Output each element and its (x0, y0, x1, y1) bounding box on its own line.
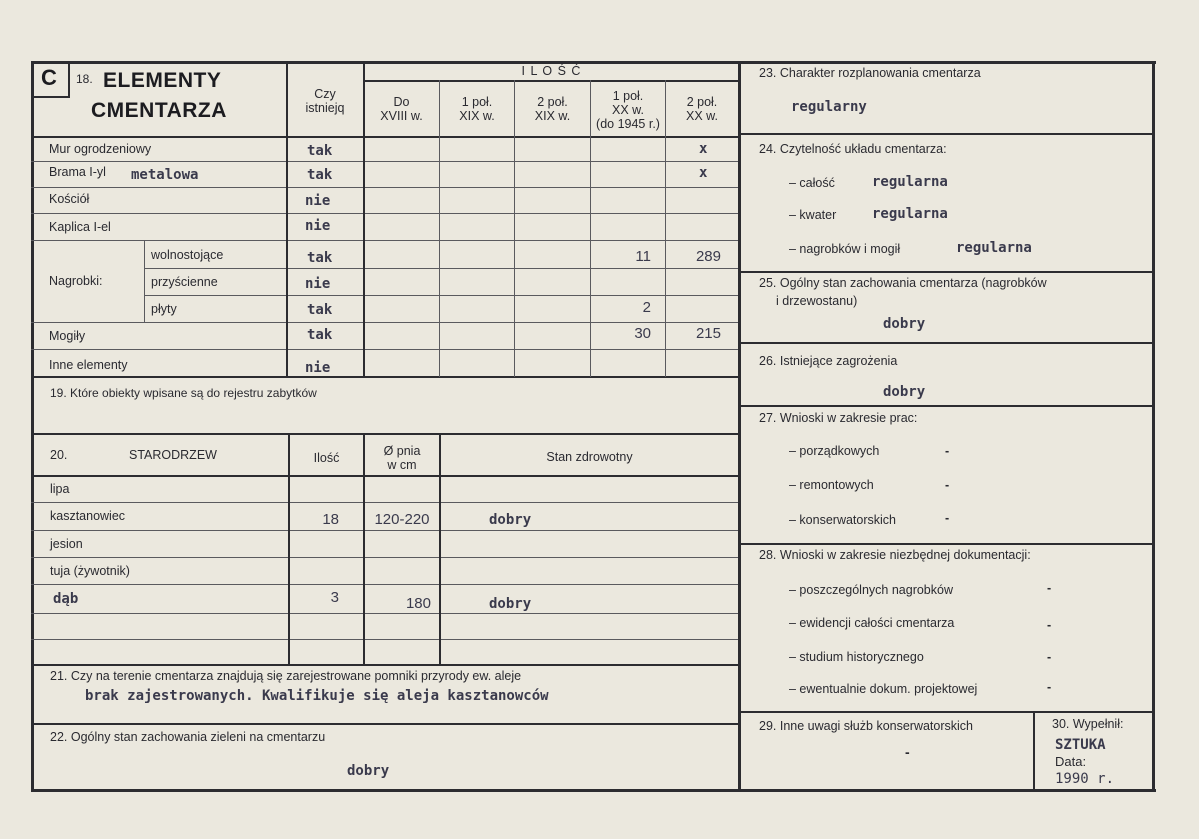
nagrobki-label: Nagrobki: (49, 274, 103, 288)
section-number: 18. (76, 72, 93, 86)
row-przysc-label: przyścienne (151, 275, 218, 289)
frame-right (1152, 61, 1155, 792)
s25-value: dobry (883, 316, 926, 332)
tree-row-stan: dobry (489, 512, 532, 528)
row-inne-exists: nie (305, 360, 331, 376)
s24-label: 24. Czytelność układu cmentarza: (759, 142, 947, 156)
s22-label: 22. Ogólny stan zachowania zieleni na cmentarzu (50, 730, 326, 744)
s28-item-label: – ewentualnie dokum. projektowej (789, 682, 978, 696)
frame-left (31, 61, 34, 792)
s27-item-value: - (945, 444, 950, 458)
s23-value: regularny (791, 99, 867, 115)
s22-value: dobry (347, 763, 390, 779)
tree-row-ilosc: 3 (330, 589, 339, 606)
row-plyty-p20a: 2 (642, 299, 651, 316)
tree-row-name: dąb (53, 591, 79, 607)
s24-item-label: – całość (789, 176, 835, 190)
row-plyty-label: płyty (151, 302, 177, 316)
frame-bottom (31, 789, 1156, 792)
row-mogily-label: Mogiły (49, 329, 86, 343)
s20-title: STARODRZEW (129, 448, 217, 462)
s27-label: 27. Wnioski w zakresie prac: (759, 411, 918, 425)
tree-row-pien: 180 (405, 595, 431, 612)
s25-label-l2: i drzewostanu) (776, 294, 858, 308)
s27-item-value: - (945, 478, 950, 492)
s20-col-ilosc: Ilość (313, 451, 340, 465)
s27-item-label: – porządkowych (789, 444, 880, 458)
s30-date: 1990 r. (1055, 771, 1115, 787)
s29-value: - (905, 744, 910, 760)
s24-item-label: – kwater (789, 208, 837, 222)
s28-label: 28. Wnioski w zakresie niezbędnej dokumentacji: (759, 548, 1031, 562)
row-kaplica-exists: nie (305, 218, 331, 234)
s30-label: 30. Wypełnił: (1052, 717, 1124, 731)
s20-col-pien: Ø pnia w cm (383, 444, 421, 472)
ilosc-label: I L O Ś Ć (521, 64, 582, 78)
s24-item-value: regularna (872, 174, 948, 190)
s26-value: dobry (883, 384, 926, 400)
row-przysc-exists: nie (305, 276, 331, 292)
row-wolno-label: wolnostojące (151, 248, 224, 262)
s20-top-line (31, 433, 739, 435)
s21-value: brak zajestrowanych. Kwalifikuje się aleja kasztanowców (85, 688, 549, 704)
row-brama-label: Brama I-yl (49, 165, 106, 179)
s30-name: SZTUKA (1055, 737, 1106, 753)
row-wolno-p20a: 11 (635, 248, 651, 265)
s29-label: 29. Inne uwagi służb konserwatorskich (759, 719, 974, 733)
s21-label: 21. Czy na terenie cmentarza znajdują się zarejestrowane pomniki przyrody ew. aleje (50, 669, 522, 683)
s23-label: 23. Charakter rozplanowania cmentarza (759, 66, 981, 80)
row-mogily-exists: tak (307, 327, 333, 343)
s25-label-l1: 25. Ogólny stan zachowania cmentarza (nagrobków (759, 276, 1047, 290)
row-mur-label: Mur ogrodzeniowy (49, 142, 152, 156)
s26-label: 26. Istniejące zagrożenia (759, 354, 898, 368)
tree-row-name: kasztanowiec (50, 509, 126, 523)
tree-row-name: jesion (50, 537, 83, 551)
s19-label: 19. Które obiekty wpisane są do rejestru zabytków (50, 386, 317, 400)
s28-item-label: – studium historycznego (789, 650, 924, 664)
period-1-xix: 1 poł. XIX w. (459, 95, 495, 123)
row-inne-label: Inne elementy (49, 358, 128, 372)
s27-item-label: – remontowych (789, 478, 874, 492)
s27-item-value: - (945, 511, 950, 525)
section-title-line1: ELEMENTY (103, 69, 222, 92)
s28-item-value: - (1047, 618, 1052, 632)
period-1-xx: 1 poł. XX w. (do 1945 r.) (596, 89, 660, 131)
row-brama-material: metalowa (131, 167, 199, 183)
c-bottom-line (31, 376, 739, 378)
row-plyty-exists: tak (307, 302, 333, 318)
s24-item-label: – nagrobków i mogił (789, 242, 901, 256)
row-wolno-exists: tak (307, 250, 333, 266)
s28-item-value: - (1047, 680, 1052, 694)
tree-row-stan: dobry (489, 596, 532, 612)
row-mogily-p20a: 30 (634, 325, 651, 342)
tree-row-ilosc: 18 (322, 511, 339, 528)
s28-item-value: - (1047, 650, 1052, 664)
ilosc-line (363, 80, 739, 82)
s24-item-value: regularna (872, 206, 948, 222)
row-wolno-p20b: 289 (695, 248, 721, 265)
s21-top-line (31, 664, 739, 666)
row-mogily-p20b: 215 (695, 325, 721, 342)
period-2-xix: 2 poł. XIX w. (534, 95, 571, 123)
s20-number: 20. (50, 448, 68, 462)
c-header-line (31, 136, 739, 138)
tree-row-name: tuja (żywotnik) (50, 564, 130, 578)
row-brama-exists: tak (307, 167, 333, 183)
center-divider (738, 61, 741, 792)
section-title-line2: CMENTARZA (91, 99, 227, 122)
s20-col-stan: Stan zdrowotny (546, 450, 633, 464)
col-exists-label: Czy istniejq (305, 87, 345, 115)
record-card (31, 61, 1156, 792)
period-2-xx: 2 poł. XX w. (686, 95, 718, 123)
s28-item-value: - (1047, 581, 1052, 595)
s22-top-line (31, 723, 739, 725)
s30-date-label: Data: (1055, 754, 1087, 769)
s24-item-value: regularna (956, 240, 1032, 256)
row-kosciol-exists: nie (305, 193, 331, 209)
tree-row-pien: 120-220 (374, 511, 430, 528)
section-letter: C (41, 65, 58, 90)
s27-item-label: – konserwatorskich (789, 513, 896, 527)
row-kaplica-label: Kaplica I-el (49, 220, 111, 234)
tree-row-name: lipa (50, 482, 70, 496)
s28-item-label: – ewidencji całości cmentarza (789, 616, 955, 630)
row-brama-p20b: x (699, 165, 708, 181)
row-mur-p20b: x (699, 141, 708, 157)
row-mur-exists: tak (307, 143, 333, 159)
row-kosciol-label: Kościół (49, 192, 90, 206)
s28-item-label: – poszczególnych nagrobków (789, 583, 953, 597)
period-xviii: Do XVIII w. (380, 95, 423, 123)
